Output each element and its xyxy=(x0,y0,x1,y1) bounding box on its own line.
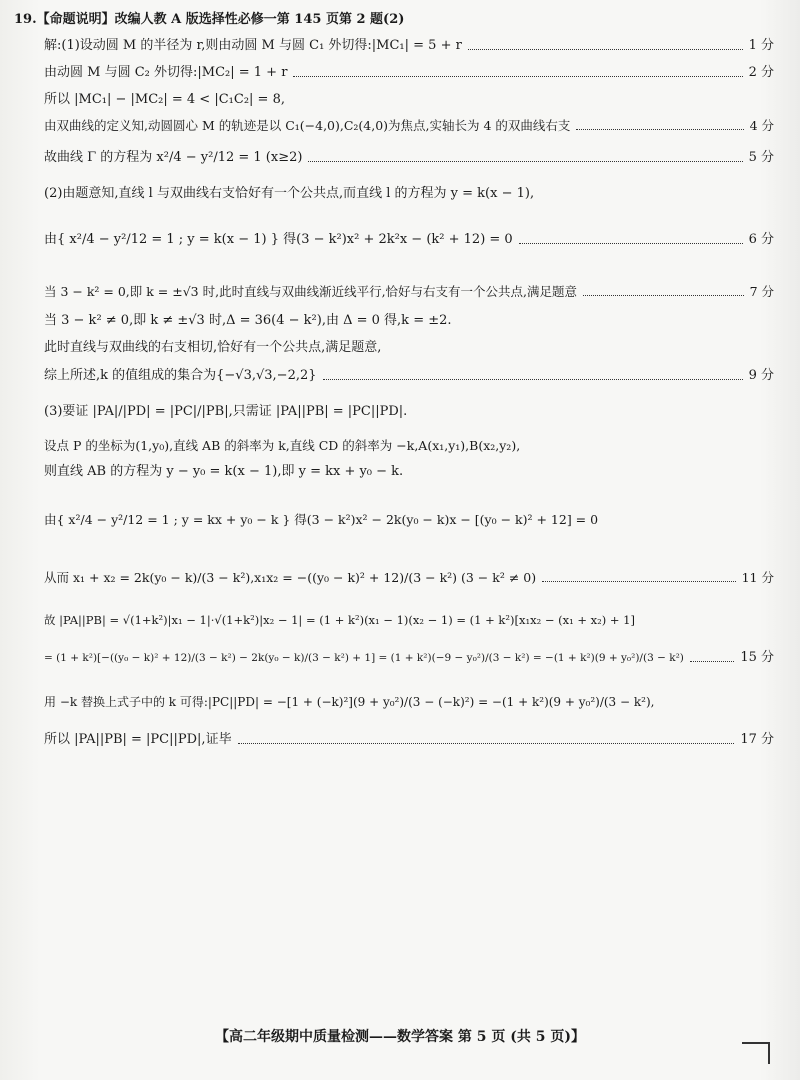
solution-line-3: 所以 |MC₁| − |MC₂| = 4 < |C₁C₂| = 8, xyxy=(44,92,285,107)
tangent-line: 此时直线与双曲线的右支相切,恰好有一个公共点,满足题意, xyxy=(44,340,382,355)
system-line-1: 由{ x²/4 − y²/12 = 1 ; y = k(x − 1) } 得(3 − k²)x² + 2k²x − (k² + 12) = 0 6 分 xyxy=(44,232,774,247)
system-line-2: 由{ x²/4 − y²/12 = 1 ; y = kx + y₀ − k } 得(3 − k²)x² − 2k(y₀ − k)x − [(y₀ − k)² + 12] = 0 xyxy=(44,512,599,527)
point-p-line: 设点 P 的坐标为(1,y₀),直线 AB 的斜率为 k,直线 CD 的斜率为 −k,A(x₁,y₁),B(x₂,y₂), xyxy=(44,438,521,453)
part2-intro: (2)由题意知,直线 l 与双曲线右支恰好有一个公共点,而直线 l 的方程为 y = k(x − 1), xyxy=(44,186,535,201)
vieta-line: 从而 x₁ + x₂ = 2k(y₀ − k)/(3 − k²),x₁x₂ = −((y₀ − k)² + 12)/(3 − k²) (3 − k² ≠ 0) 11 分 xyxy=(44,570,774,585)
part3-intro: (3)要证 |PA|/|PD| = |PC|/|PB|,只需证 |PA||PB| = |PC||PD|. xyxy=(44,404,408,419)
solution-line-2: 由动圆 M 与圆 C₂ 外切得:|MC₂| = 1 + r 2 分 xyxy=(44,65,774,80)
line-ab-equation: 则直线 AB 的方程为 y − y₀ = k(x − 1),即 y = kx + y₀ − k. xyxy=(44,464,404,479)
case-k-sqrt3: 当 3 − k² = 0,即 k = ±√3 时,此时直线与双曲线渐近线平行,恰好与右支有一个公共点,满足题意 7 分 xyxy=(44,284,774,299)
pc-pd-line: 用 −k 替换上式子中的 k 可得:|PC||PD| = −[1 + (−k)²](9 + y₀²)/(3 − (−k)²) = −(1 + k²)(9 + y₀²)/(3 − k²), xyxy=(44,695,655,709)
conclusion-line: 所以 |PA||PB| = |PC||PD|,证毕 17 分 xyxy=(44,732,774,747)
k-set-line: 综上所述,k 的值组成的集合为{−√3,√3,−2,2} 9 分 xyxy=(44,368,774,383)
case-k-not-sqrt3: 当 3 − k² ≠ 0,即 k ≠ ±√3 时,Δ = 36(4 − k²),由 Δ = 0 得,k = ±2. xyxy=(44,313,452,328)
dot-leader xyxy=(468,49,743,50)
problem-header: 19.【命题说明】改编人教 A 版选择性必修一第 145 页第 2 题(2) xyxy=(14,12,405,27)
pa-pb-line: 故 |PA||PB| = √(1+k²)|x₁ − 1|·√(1+k²)|x₂ − 1| = (1 + k²)(x₁ − 1)(x₂ − 1) = (1 + k²)[x₁x₂ − (x₁ + x₂) + 1] xyxy=(44,613,635,627)
curve-equation-line: 故曲线 Γ 的方程为 x²/4 − y²/12 = 1 (x≥2) 5 分 xyxy=(44,150,774,165)
line-text: 解:(1)设动圆 M 的半径为 r,则由动圆 M 与圆 C₁ 外切得:|MC₁| = 5 + r xyxy=(44,38,462,53)
solution-line-4: 由双曲线的定义知,动圆圆心 M 的轨迹是以 C₁(−4,0),C₂(4,0)为焦点,实轴长为 4 的双曲线右支 4 分 xyxy=(44,118,774,133)
pa-pb-result-line: = (1 + k²)[−((y₀ − k)² + 12)/(3 − k²) − 2k(y₀ − k)/(3 − k²) + 1] = (1 + k²)(−9 − y₀²)/(3 − k²) = −(1 + k²)(9 + y₀²)/(3 − k²) 15 分 xyxy=(44,650,774,665)
page-corner-mark xyxy=(742,1042,770,1064)
page-footer: 【高二年级期中质量检测——数学答案 第 5 页 (共 5 页)】 xyxy=(215,1029,585,1045)
solution-line-1 xyxy=(44,38,774,54)
score: 1 分 xyxy=(748,38,774,53)
